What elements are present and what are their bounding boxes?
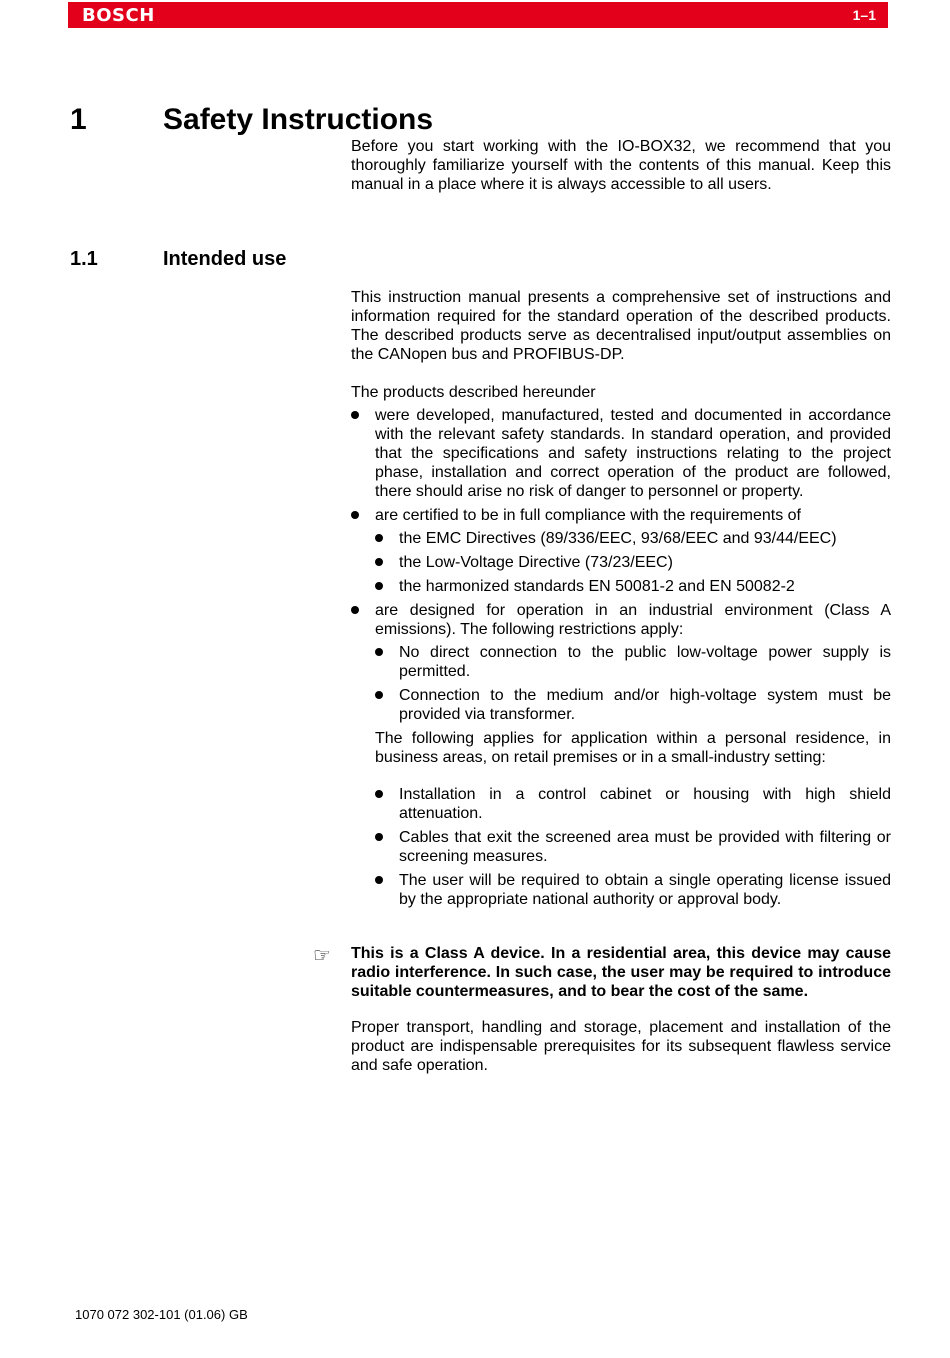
directives-list (375, 529, 891, 596)
bullet-dot-icon (375, 558, 383, 566)
list-item (351, 601, 891, 909)
bullet-dot-icon (351, 511, 359, 519)
list-item-text: Installation in a control cabinet or housing with high shield attenuation. (399, 786, 891, 822)
paragraph-purpose: This instruction manual presents a comprehensive set of instructions and information required for the standard operation of the described products. The described products serve as decentralised input/output assemblies on the CANopen bus and PROFIBUS-DP. (351, 289, 891, 363)
list-item (375, 643, 891, 681)
bullet-dot-icon (375, 534, 383, 542)
subsection-number: 1.1 (70, 248, 98, 270)
bullet-dot-icon (375, 876, 383, 884)
bullet-dot-icon (375, 582, 383, 590)
pointing-hand-icon: ☞ (313, 943, 331, 967)
class-a-note: This is a Class A device. In a residential area, this device may cause radio interference. In such case, the user may be required to introduce suitable countermeasures, and to bear the cost of the same. (351, 945, 891, 1000)
list-item-text: the harmonized standards EN 50081-2 and EN 50082-2 (399, 578, 795, 595)
list-item-text: Cables that exit the screened area must be provided with filtering or screening measures. (399, 829, 891, 865)
list-item-text: No direct connection to the public low-voltage power supply is permitted. (399, 644, 891, 680)
list-item-text: are designed for operation in an industrial environment (Class A emissions). The following restrictions apply: (375, 602, 891, 638)
list-item (351, 406, 891, 501)
list-item-text: are certified to be in full compliance with the requirements of (375, 507, 801, 524)
bullet-dot-icon (375, 833, 383, 841)
list-item-text: The user will be required to obtain a single operating license issued by the appropriate national authority or approval body. (399, 872, 891, 908)
header-bar (68, 2, 888, 28)
list-item (351, 506, 891, 596)
list-item-text: the EMC Directives (89/336/EEC, 93/68/EEC and 93/44/EEC) (399, 530, 837, 547)
paragraph-products: The products described hereunder (351, 384, 596, 401)
bullet-dot-icon (375, 648, 383, 656)
list-item-text: Connection to the medium and/or high-voltage system must be provided via transformer. (399, 687, 891, 723)
residential-paragraph: The following applies for application within a personal residence, in business areas, on retail premises or in a small-industry setting: (375, 730, 891, 766)
subsection-title: Intended use (163, 248, 287, 270)
list-item (375, 785, 891, 823)
list-item (375, 686, 891, 724)
bullet-dot-icon (351, 606, 359, 614)
bullet-dot-icon (375, 691, 383, 699)
list-item-text: the Low-Voltage Directive (73/23/EEC) (399, 554, 673, 571)
list-item-text: were developed, manufactured, tested and documented in accordance with the relevant safety standards. In standard operation, and provided that the specifications and safety instructions relating to the project phase, installation and correct operation of the product are followed, there should arise no risk of danger to personnel or property. (375, 407, 891, 500)
bullet-dot-icon (375, 790, 383, 798)
residential-list (375, 785, 891, 909)
list-item (375, 529, 891, 548)
document-id: 1070 072 302-101 (01.06) GB (75, 1307, 248, 1322)
products-list (351, 406, 891, 914)
list-item (375, 871, 891, 909)
intro-paragraph: Before you start working with the IO-BOX32, we recommend that you thoroughly familiarize yourself with the contents of this manual. Keep this manual in a place where it is always accessible to all users. (351, 138, 891, 193)
list-item (375, 828, 891, 866)
list-item (375, 577, 891, 596)
list-item (375, 553, 891, 572)
section-title: Safety Instructions (163, 103, 434, 136)
bullet-dot-icon (351, 411, 359, 419)
page-number: 1–1 (852, 7, 876, 23)
section-number: 1 (70, 103, 87, 136)
bosch-logo: BOSCH (82, 5, 155, 26)
restrictions-list (375, 643, 891, 724)
paragraph-transport: Proper transport, handling and storage, placement and installation of the product are indispensable prerequisites for its subsequent flawless service and safe operation. (351, 1019, 891, 1074)
